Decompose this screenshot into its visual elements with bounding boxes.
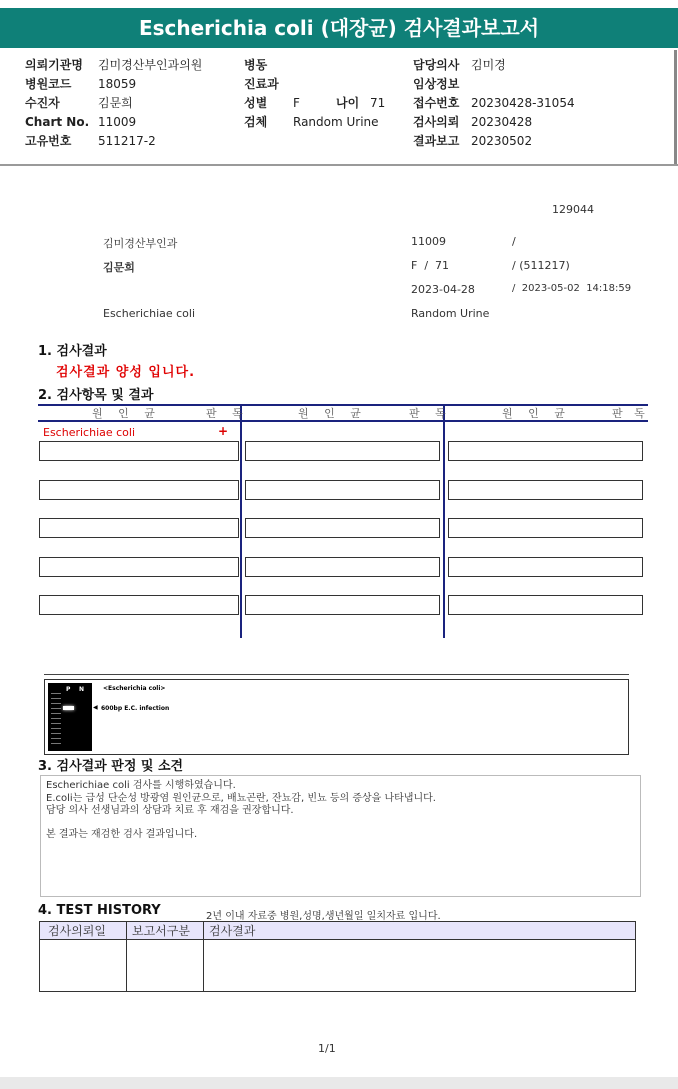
value-sex: F xyxy=(293,96,300,110)
col-header-judgement-3: 판 독 xyxy=(612,407,649,420)
meta-test-name: Escherichiae coli xyxy=(103,307,196,320)
result-cell xyxy=(448,480,643,500)
header-col-2 xyxy=(244,56,385,132)
col-header-pathogen-3: 원 인 균 xyxy=(502,407,571,420)
label-sex: 성별 xyxy=(244,96,268,110)
result-judgement-positive: + xyxy=(218,424,229,438)
result-cell xyxy=(39,518,239,538)
history-col-divider-2 xyxy=(203,922,204,991)
label-patient: 수진자 xyxy=(25,96,60,110)
section3-title: 3. 검사결과 판정 및 소견 xyxy=(38,759,184,774)
header-right-border xyxy=(674,50,677,166)
result-cell xyxy=(39,441,239,461)
label-requesting-org: 의뢰기관명 xyxy=(25,58,83,72)
report-number: 129044 xyxy=(552,203,594,216)
history-col-divider-1 xyxy=(126,922,127,991)
gel-positive-band xyxy=(63,706,74,710)
label-clinical-info: 임상정보 xyxy=(413,77,460,91)
report-title: Escherichia coli (대장균) 검사결과보고서 xyxy=(0,8,678,48)
label-doctor: 담당의사 xyxy=(413,58,460,72)
meta-clinic: 김미경산부인과 xyxy=(103,237,178,250)
gel-caption: <Escherichia coli> xyxy=(103,685,166,692)
result-cell xyxy=(448,518,643,538)
value-age: 71 xyxy=(370,96,386,110)
value-request-date: 20230428 xyxy=(471,115,533,129)
meta-specimen: Random Urine xyxy=(411,307,490,320)
value-chart-no: 11009 xyxy=(98,115,137,129)
header-col-3 xyxy=(413,56,575,151)
result-cell xyxy=(448,557,643,577)
header-col-1 xyxy=(25,56,202,151)
col-header-judgement-1: 판 독 xyxy=(206,407,249,420)
result-cell xyxy=(39,595,239,615)
col-header-pathogen-2: 원 인 균 xyxy=(298,407,367,420)
label-unique-id: 고유번호 xyxy=(25,134,72,148)
gel-electrophoresis-image xyxy=(48,683,92,751)
page-footer-bar xyxy=(0,1077,678,1089)
history-col-result: 검사결과 xyxy=(209,924,256,938)
finding-line-3: 담당 의사 선생님과의 상담과 치료 후 재검을 권장합니다. xyxy=(46,805,294,816)
value-doctor: 김미경 xyxy=(471,58,506,72)
result-cell xyxy=(448,441,643,461)
gel-arrow-icon: ◀ xyxy=(93,704,98,711)
finding-line-4: 본 결과는 재검한 검사 결과입니다. xyxy=(46,829,198,840)
gel-lane-p: P xyxy=(66,686,71,693)
label-hospital-code: 병원코드 xyxy=(25,77,72,91)
value-unique-id: 511217-2 xyxy=(98,134,156,148)
section2-title: 2. 검사항목 및 결과 xyxy=(38,388,154,403)
result-cell xyxy=(39,480,239,500)
label-specimen: 검체 xyxy=(244,115,268,129)
label-receipt-no: 접수번호 xyxy=(413,96,460,110)
result-cell xyxy=(245,518,440,538)
meta-patient: 김문희 xyxy=(103,261,135,274)
result-cell xyxy=(245,557,440,577)
history-col-request-date: 검사의뢰일 xyxy=(48,924,106,938)
result-pathogen-ecoli: Escherichiae coli xyxy=(43,426,136,439)
gel-ladder xyxy=(51,693,61,745)
result-cell xyxy=(448,595,643,615)
label-request-date: 검사의뢰 xyxy=(413,115,460,129)
gel-band-label: 600bp E.C. infection xyxy=(101,705,170,712)
label-ward: 병동 xyxy=(244,58,268,72)
meta-sex-age: F / 71 xyxy=(411,259,450,272)
result-cell xyxy=(245,595,440,615)
label-department: 진료과 xyxy=(244,77,279,91)
results-table-header-border xyxy=(38,420,648,422)
meta-report-datetime: / 2023-05-02 14:18:59 xyxy=(512,283,632,294)
meta-chart-separator: / xyxy=(512,235,516,248)
history-note: 2년 이내 자료중 병원,성명,생년월일 일치자료 입니다. xyxy=(206,911,441,922)
gel-lane-n: N xyxy=(79,686,85,693)
label-age: 나이 xyxy=(336,96,360,110)
label-report-date: 결과보고 xyxy=(413,134,460,148)
result-cell xyxy=(39,557,239,577)
result-cell xyxy=(245,441,440,461)
results-table-divider-2 xyxy=(443,404,445,638)
value-requesting-org: 김미경산부인과의원 xyxy=(98,58,203,72)
history-col-report-type: 보고서구분 xyxy=(132,924,190,938)
value-hospital-code: 18059 xyxy=(98,77,137,91)
value-patient: 김문희 xyxy=(98,96,133,110)
col-header-pathogen-1: 원 인 균 xyxy=(92,407,161,420)
label-chart-no: Chart No. xyxy=(25,115,90,129)
section1-title: 1. 검사결과 xyxy=(38,344,107,359)
results-table-divider-1 xyxy=(240,404,242,638)
result-positive-message: 검사결과 양성 입니다. xyxy=(56,365,196,380)
page-number: 1/1 xyxy=(318,1042,336,1055)
header-divider xyxy=(0,164,678,166)
meta-chart: 11009 xyxy=(411,235,446,248)
col-header-judgement-2: 판 독 xyxy=(409,407,452,420)
meta-receipt-date: 2023-04-28 xyxy=(411,283,475,296)
finding-line-1: Escherichiae coli 검사를 시행하였습니다. xyxy=(46,780,236,791)
finding-line-2: E.coli는 급성 단순성 방광염 원인균으로, 배뇨곤란, 잔뇨감, 빈뇨 등의 증상을 나타냅니다. xyxy=(46,793,436,804)
value-receipt-no: 20230428-31054 xyxy=(471,96,575,110)
gel-top-rule xyxy=(44,674,629,675)
result-cell xyxy=(245,480,440,500)
meta-id-part: / (511217) xyxy=(512,259,570,272)
section4-title: 4. TEST HISTORY xyxy=(38,903,161,918)
value-specimen: Random Urine xyxy=(293,115,379,129)
value-report-date: 20230502 xyxy=(471,134,533,148)
history-table-header xyxy=(40,922,635,940)
